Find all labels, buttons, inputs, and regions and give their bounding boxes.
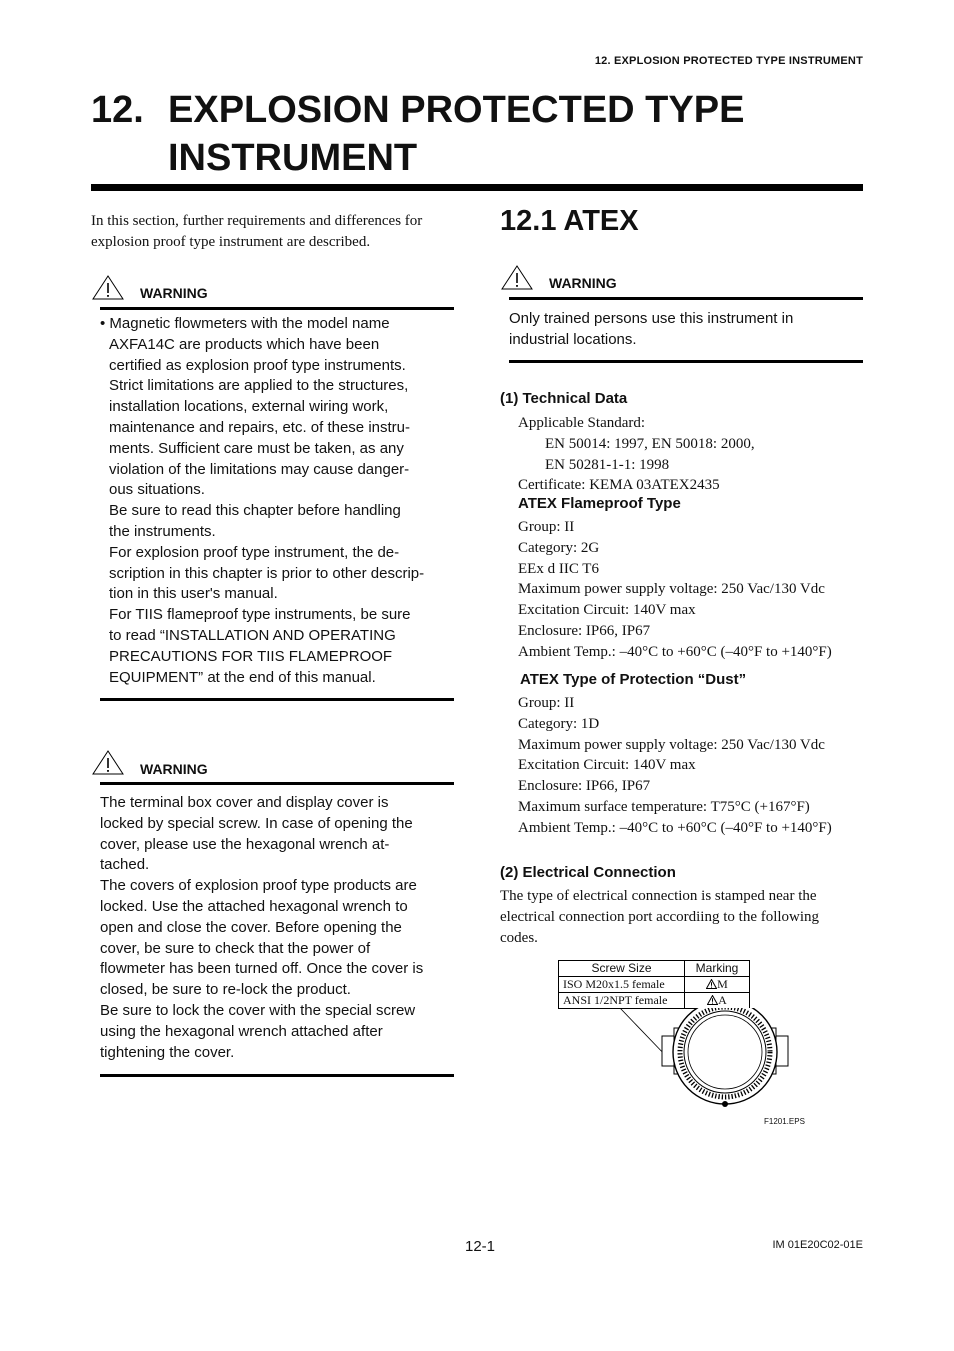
warning-2-line: tached. [100, 856, 150, 874]
warning-1-header [91, 275, 125, 306]
standard-line: EN 50281-1-1: 1998 [545, 456, 670, 473]
warning-2-line: locked by special screw. In case of opening the [100, 814, 413, 832]
spec-item: Maximum surface temperature: T75°C (+167°F) [518, 798, 810, 815]
warning-2-text [100, 793, 460, 1063]
table-row [559, 977, 750, 993]
flameproof-heading: ATEX Flameproof Type [518, 495, 681, 512]
warning-1-line: EQUIPMENT” at the end of this manual. [109, 668, 376, 686]
warning-2-label: WARNING [140, 761, 208, 777]
chapter-title [168, 86, 744, 182]
warning-2-line: cover, please use the hexagonal wrench at- [100, 835, 390, 853]
standard-line: EN 50014: 1997, EN 50018: 2000, [545, 435, 755, 452]
table-cell-marking [685, 993, 750, 1009]
warning-2-top-rule [100, 782, 454, 785]
warning-1-line: PRECAUTIONS FOR TIIS FLAMEPROOF [109, 647, 393, 665]
electrical-line: codes. [500, 929, 538, 946]
warning-1-line: certified as explosion proof type instruments. [109, 356, 406, 374]
spec-item: Enclosure: IP66, IP67 [518, 622, 651, 639]
warning-2-line: Be sure to lock the cover with the special screw [100, 1001, 416, 1019]
warning-1-line: Be sure to read this chapter before handling [109, 502, 401, 520]
warning-2-line: flowmeter has been turned off. Once the cover is [100, 960, 424, 978]
spec-item: Excitation Circuit: 140V max [518, 602, 696, 619]
warning-2-line: open and close the cover. Before opening the [100, 918, 402, 936]
warning-1-bottom-rule [100, 698, 454, 701]
warning-1-line: tion in this user's manual. [109, 585, 278, 603]
table-cell-marking [685, 977, 750, 993]
technical-standards [518, 413, 755, 496]
table-header-screw-size: Screw Size [559, 961, 685, 977]
warning-1-line: ments. Sufficient care must be taken, as any [109, 439, 404, 457]
warning-1-line: • Magnetic flowmeters with the model name [100, 315, 390, 332]
warning-triangle-icon [706, 979, 717, 989]
spec-item: Ambient Temp.: –40°C to +60°C (–40°F to +140°F) [518, 643, 832, 660]
warning-1-top-rule [100, 307, 454, 310]
intro-paragraph: In this section, further requirements and differences for explosion proof type instrument are described. [91, 213, 423, 250]
terminal-box-diagram [600, 1008, 800, 1120]
technical-data-heading: (1) Technical Data [500, 390, 628, 407]
warning-3-label: WARNING [549, 275, 617, 291]
chapter-title-line-2: INSTRUMENT [168, 137, 418, 179]
table-row [559, 993, 750, 1009]
spec-item: Maximum power supply voltage: 250 Vac/130 Vdc [518, 736, 825, 753]
warning-1-line: For TIIS flameproof type instruments, be sure [109, 606, 411, 624]
chapter-number: 12. [91, 89, 144, 131]
table-cell-size: ANSI 1/2NPT female [559, 993, 685, 1009]
spec-item: EEx d IIC T6 [518, 560, 599, 577]
warning-triangle-icon [500, 265, 534, 291]
applicable-standard-label: Applicable Standard: [518, 415, 646, 431]
section-title: 12.1 ATEX [500, 205, 639, 237]
spec-item: Enclosure: IP66, IP67 [518, 778, 651, 795]
connection-code-table [558, 960, 750, 1009]
spec-item: Group: II [518, 695, 575, 711]
warning-triangle-icon [91, 750, 125, 776]
document-id: IM 01E20C02-01E [772, 1239, 863, 1251]
warning-1-line: violation of the limitations may cause danger- [109, 460, 410, 478]
chapter-title-line-1: EXPLOSION PROTECTED TYPE [168, 89, 745, 131]
warning-2-line: cover, be sure to check that the power of [100, 939, 371, 957]
warning-1-line: installation locations, external wiring work, [109, 398, 389, 416]
spec-item: Group: II [518, 519, 575, 535]
spec-item: Category: 2G [518, 539, 600, 556]
warning-3-text [509, 309, 863, 351]
flameproof-list [518, 517, 832, 663]
electrical-text [500, 886, 819, 948]
spec-item: Ambient Temp.: –40°C to +60°C (–40°F to +140°F) [518, 819, 832, 836]
warning-2-line: locked. Use the attached hexagonal wrench to [100, 897, 408, 915]
warning-triangle-icon [91, 275, 125, 301]
warning-1-line: to read “INSTALLATION AND OPERATING [109, 626, 396, 644]
warning-2-line: The covers of explosion proof type products are [100, 877, 417, 895]
electrical-line: electrical connection port accordiing to the following [500, 908, 820, 925]
table-cell-size: ISO M20x1.5 female [559, 977, 685, 993]
warning-1-line: ous situations. [109, 481, 205, 499]
warning-3-bottom-rule [509, 360, 863, 363]
page-number: 12-1 [465, 1238, 496, 1255]
marking-code: A [718, 993, 727, 1007]
spec-item: Maximum power supply voltage: 250 Vac/130 Vdc [518, 581, 825, 598]
warning-1-line: AXFA14C are products which have been [109, 335, 380, 353]
running-header: 12. EXPLOSION PROTECTED TYPE INSTRUMENT [594, 55, 863, 67]
warning-3-line: Only trained persons use this instrument in [509, 310, 794, 327]
warning-3-header [500, 265, 534, 296]
electrical-heading: (2) Electrical Connection [500, 864, 676, 881]
warning-1-line: For explosion proof type instrument, the de- [109, 543, 400, 561]
figure-label: F1201.EPS [764, 1117, 805, 1126]
chapter-rule [91, 184, 863, 191]
warning-1-label: WARNING [140, 285, 208, 301]
warning-3-top-rule [509, 297, 863, 300]
warning-1-line: scription in this chapter is prior to other descrip- [109, 564, 425, 582]
warning-2-bottom-rule [100, 1074, 454, 1077]
warning-2-line: The terminal box cover and display cover is [100, 794, 389, 811]
warning-1-line: maintenance and repairs, etc. of these instru- [109, 418, 410, 436]
marking-code: M [717, 977, 728, 991]
warning-triangle-icon [707, 995, 718, 1005]
warning-1-line: the instruments. [109, 522, 216, 540]
dust-list [518, 693, 832, 839]
warning-2-line: tightening the cover. [100, 1043, 235, 1061]
table-header-marking: Marking [685, 961, 750, 977]
warning-1-line: Strict limitations are applied to the structures, [109, 377, 409, 395]
spec-item: Excitation Circuit: 140V max [518, 757, 696, 774]
warning-2-line: closed, be sure to re-lock the product. [100, 981, 351, 999]
warning-2-line: using the hexagonal wrench attached after [100, 1022, 383, 1040]
spec-item: Category: 1D [518, 715, 600, 732]
warning-3-line: industrial locations. [509, 330, 637, 348]
dust-heading: ATEX Type of Protection “Dust” [520, 671, 747, 688]
warning-1-text [100, 314, 460, 688]
electrical-line: The type of electrical connection is stamped near the [500, 888, 817, 904]
certificate: Certificate: KEMA 03ATEX2435 [518, 477, 720, 494]
warning-2-header [91, 750, 125, 781]
